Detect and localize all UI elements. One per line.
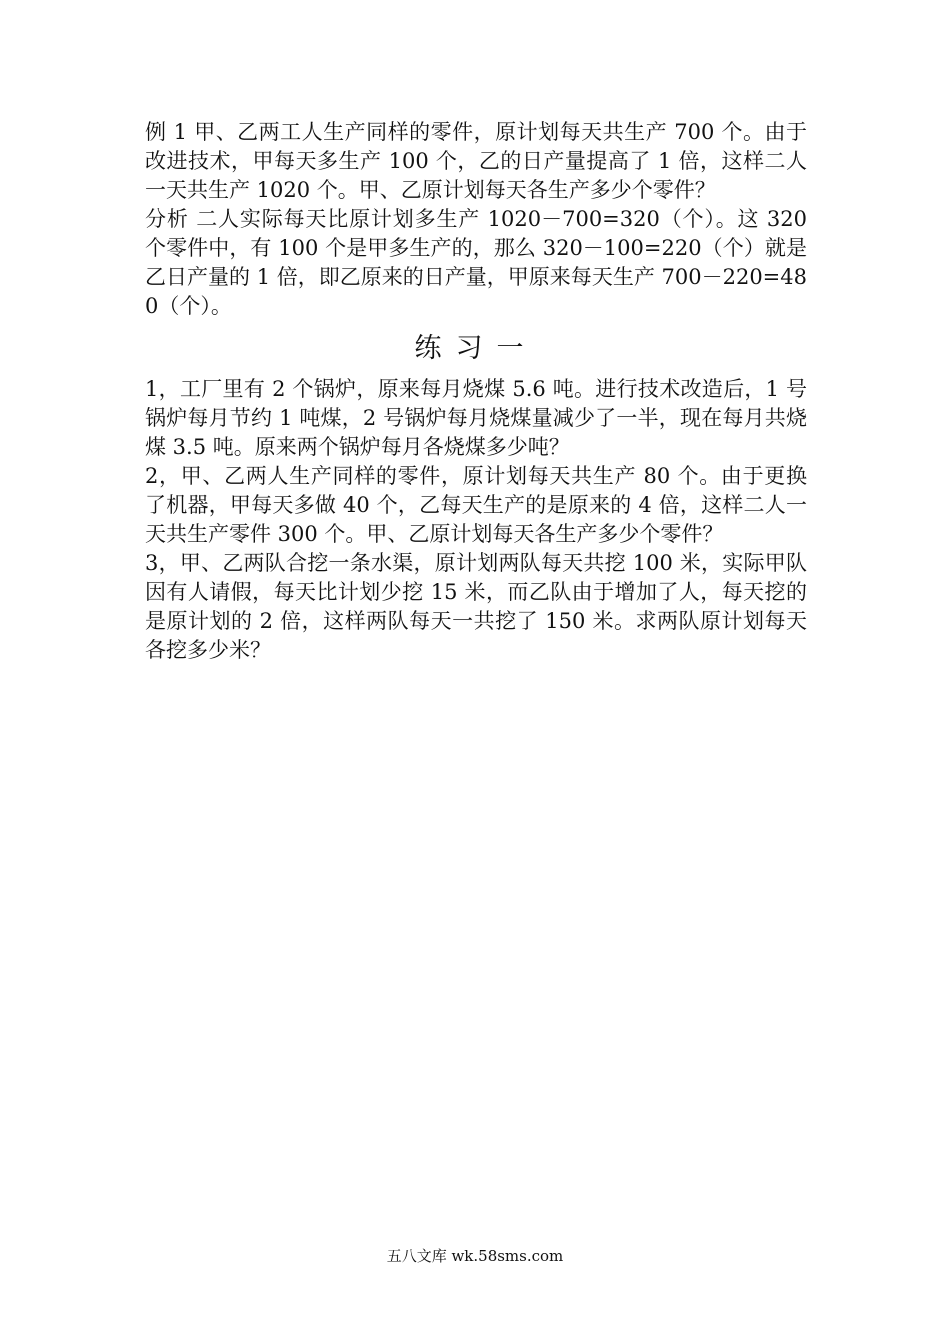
example-problem: 例 1 甲、乙两工人生产同样的零件，原计划每天共生产 700 个。由于改进技术，甲每天多生产 100 个，乙的日产量提高了 1 倍，这样二人一天共生产 1020 个。甲、乙原计划每天各生产多少个零件？ bbox=[145, 120, 807, 202]
document-body bbox=[145, 118, 807, 665]
example-analysis: 分析 二人实际每天比原计划多生产 1020－700=320（个）。这 320 个零件中，有 100 个是甲多生产的，那么 320－100=220（个）就是乙日产量的 1 倍，即乙原来的日产量，甲原来每天生产 700－220=480（个）。 bbox=[145, 207, 807, 318]
exercise-title: 练习一 bbox=[414, 333, 538, 364]
page-footer: 五八文库 wk.58sms.com bbox=[386, 1247, 564, 1265]
exercise-item-1: 1，工厂里有 2 个锅炉，原来每月烧煤 5.6 吨。进行技术改造后，1 号锅炉每月节约 1 吨煤，2 号锅炉每月烧煤量减少了一半，现在每月共烧煤 3.5 吨。原来两个锅炉每月各烧煤多少吨？ bbox=[145, 377, 807, 459]
exercise-item-3: 3，甲、乙两队合挖一条水渠，原计划两队每天共挖 100 米，实际甲队因有人请假，每天比计划少挖 15 米，而乙队由于增加了人，每天挖的是原计划的 2 倍，这样两队每天一共挖了 150 米。求两队原计划每天各挖多少米？ bbox=[145, 551, 807, 662]
exercise-item-2: 2，甲、乙两人生产同样的零件，原计划每天共生产 80 个。由于更换了机器，甲每天多做 40 个，乙每天生产的是原来的 4 倍，这样二人一天共生产零件 300 个。甲、乙原计划每天各生产多少个零件？ bbox=[145, 464, 807, 546]
